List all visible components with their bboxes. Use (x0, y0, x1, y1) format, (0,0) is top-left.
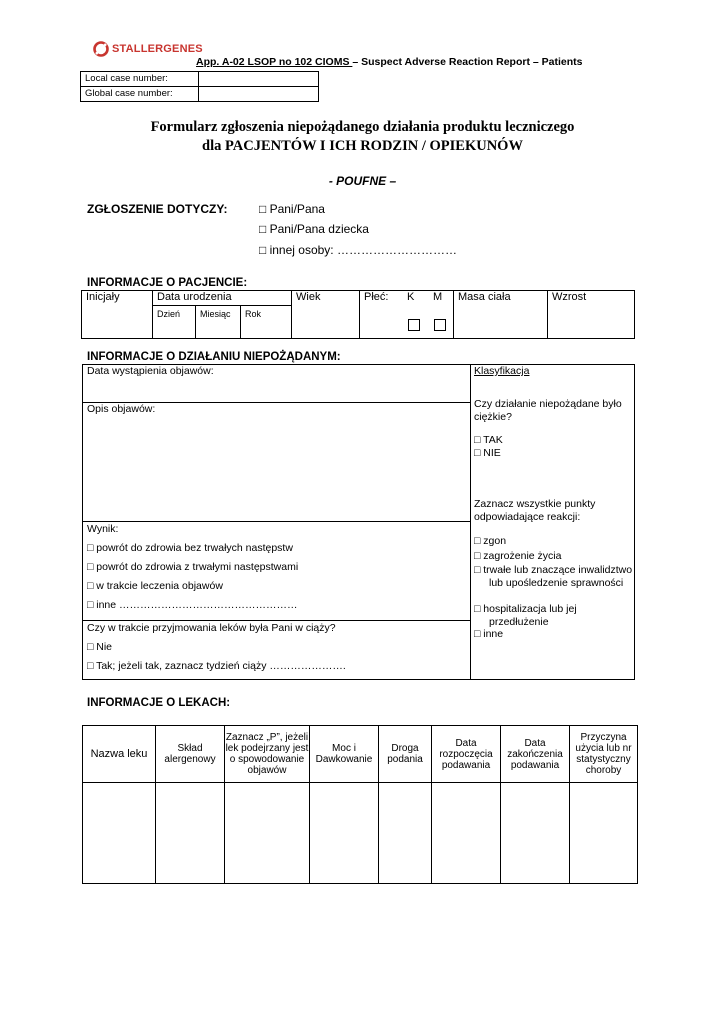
criteria-other[interactable]: □ inne (474, 628, 504, 640)
confidential-label: - POUFNE – (328, 174, 397, 188)
logo-text: STALLERGENES (112, 43, 203, 55)
day-label: Dzień (157, 309, 181, 319)
patient-info-heading: INFORMACJE O PACJENCIE: (87, 277, 248, 289)
global-case-label: Global case number: (81, 87, 199, 102)
table-row (83, 783, 638, 884)
year-label: Rok (245, 309, 262, 319)
col-allergen: Skład alergenowy (156, 726, 225, 783)
document-reference (196, 56, 582, 68)
height-cell[interactable] (548, 291, 635, 339)
col-drug-name: Nazwa leku (83, 726, 156, 783)
birth-year-cell[interactable] (241, 306, 292, 339)
outcome-in-treatment[interactable]: □ w trakcie leczenia objawów (87, 580, 223, 592)
report-concerns-label: ZGŁOSZENIE DOTYCZY: (87, 202, 228, 216)
criteria-hospitalization[interactable]: □ hospitalizacja lub jej przedłużenie (474, 603, 577, 628)
onset-date-field[interactable] (83, 380, 469, 401)
doc-ref-code: App. A-02 LSOP no 102 CIOMS (196, 56, 353, 68)
suspect-field[interactable] (225, 783, 310, 884)
patient-info-table (81, 290, 635, 339)
divider (82, 521, 471, 522)
outcome-other[interactable]: □ inne …………………………………………… (87, 599, 298, 611)
stallergenes-logo-icon (93, 41, 109, 57)
birth-day-cell[interactable] (153, 306, 196, 339)
male-checkbox[interactable] (434, 319, 446, 331)
col-start-date: Data rozpoczęcia podawania (432, 726, 501, 783)
form-title-line2: dla PACJENTÓW I ICH RODZIN / OPIEKUNÓW (202, 138, 523, 154)
month-label: Miesiąc (200, 309, 231, 319)
reaction-info-heading: INFORMACJE O DZIAŁANIU NIEPOŻĄDANYM: (87, 351, 341, 363)
birth-date-header: Data urodzenia (153, 291, 292, 306)
end-date-field[interactable] (501, 783, 570, 884)
option-self[interactable]: □ Pani/Pana (259, 202, 325, 216)
serious-question: Czy działanie niepożądane było ciężkie? (474, 398, 622, 423)
case-number-table (80, 71, 319, 102)
table-row (82, 291, 635, 306)
global-case-field[interactable] (199, 87, 319, 102)
pregnancy-no[interactable]: □ Nie (87, 641, 113, 653)
indication-field[interactable] (570, 783, 638, 884)
allergen-field[interactable] (156, 783, 225, 884)
option-child[interactable]: □ Pani/Pana dziecka (259, 222, 369, 236)
outcome-label: Wynik: (87, 523, 119, 535)
initials-cell[interactable] (82, 291, 153, 339)
form-title-line1: Formularz zgłoszenia niepożądanego działania produktu leczniczego (150, 119, 575, 135)
criteria-death[interactable]: □ zgon (474, 535, 507, 547)
birth-month-cell[interactable] (196, 306, 241, 339)
col-route: Droga podania (379, 726, 432, 783)
local-case-label: Local case number: (81, 72, 199, 87)
pregnancy-question: Czy w trakcie przyjmowania leków była Pani w ciąży? (87, 622, 336, 634)
classification-heading: Klasyfikacja (474, 365, 530, 377)
criteria-prompt: Zaznacz wszystkie punkty odpowiadające reakcji: (474, 498, 596, 523)
drug-info-table (82, 725, 638, 884)
start-date-field[interactable] (432, 783, 501, 884)
pregnancy-yes[interactable]: □ Tak; jeżeli tak, zaznacz tydzień ciąży …………………. (87, 660, 346, 672)
female-checkbox[interactable] (408, 319, 420, 331)
description-field[interactable] (83, 418, 469, 520)
route-field[interactable] (379, 783, 432, 884)
description-label: Opis objawów: (87, 403, 156, 415)
divider (82, 620, 471, 621)
female-label: K (407, 291, 415, 303)
table-row (81, 72, 319, 87)
initials-label: Inicjały (86, 291, 120, 303)
col-indication: Przyczyna użycia lub nr statystyczny choroby (570, 726, 638, 783)
col-suspect: Zaznacz „P”, jeżeli lek podejrzany jest o spowodowanie objawów (225, 726, 310, 783)
serious-no[interactable]: □ NIE (474, 447, 501, 459)
col-end-date: Data zakończenia podawania (501, 726, 570, 783)
height-label: Wzrost (552, 291, 587, 303)
onset-date-label: Data wystąpienia objawów: (87, 365, 214, 377)
criteria-disability[interactable]: □ trwałe lub znaczące inwalidztwo lub upośledzenie sprawności (474, 564, 633, 589)
local-case-field[interactable] (199, 72, 319, 87)
outcome-recovered[interactable]: □ powrót do zdrowia bez trwałych następstw (87, 542, 293, 554)
age-cell[interactable] (292, 291, 360, 339)
drug-name-field[interactable] (83, 783, 156, 884)
doc-ref-title: – Suspect Adverse Reaction Report – Patients (352, 56, 583, 68)
option-other-person[interactable]: □ innej osoby: ………………………… (259, 243, 457, 257)
sex-cell (360, 291, 454, 339)
sex-label: Płeć: (364, 291, 389, 303)
serious-yes[interactable]: □ TAK (474, 434, 503, 446)
age-label: Wiek (296, 291, 321, 303)
weight-label: Masa ciała (458, 291, 511, 303)
weight-cell[interactable] (454, 291, 548, 339)
male-label: M (433, 291, 443, 303)
drug-info-heading: INFORMACJE O LEKACH: (87, 697, 231, 709)
criteria-life-threatening[interactable]: □ zagrożenie życia (474, 550, 562, 562)
col-dose: Moc i Dawkowanie (310, 726, 379, 783)
outcome-recovered-sequelae[interactable]: □ powrót do zdrowia z trwałymi następstwami (87, 561, 299, 573)
table-row (81, 87, 319, 102)
dose-field[interactable] (310, 783, 379, 884)
company-logo (93, 41, 203, 57)
table-row (83, 726, 638, 783)
